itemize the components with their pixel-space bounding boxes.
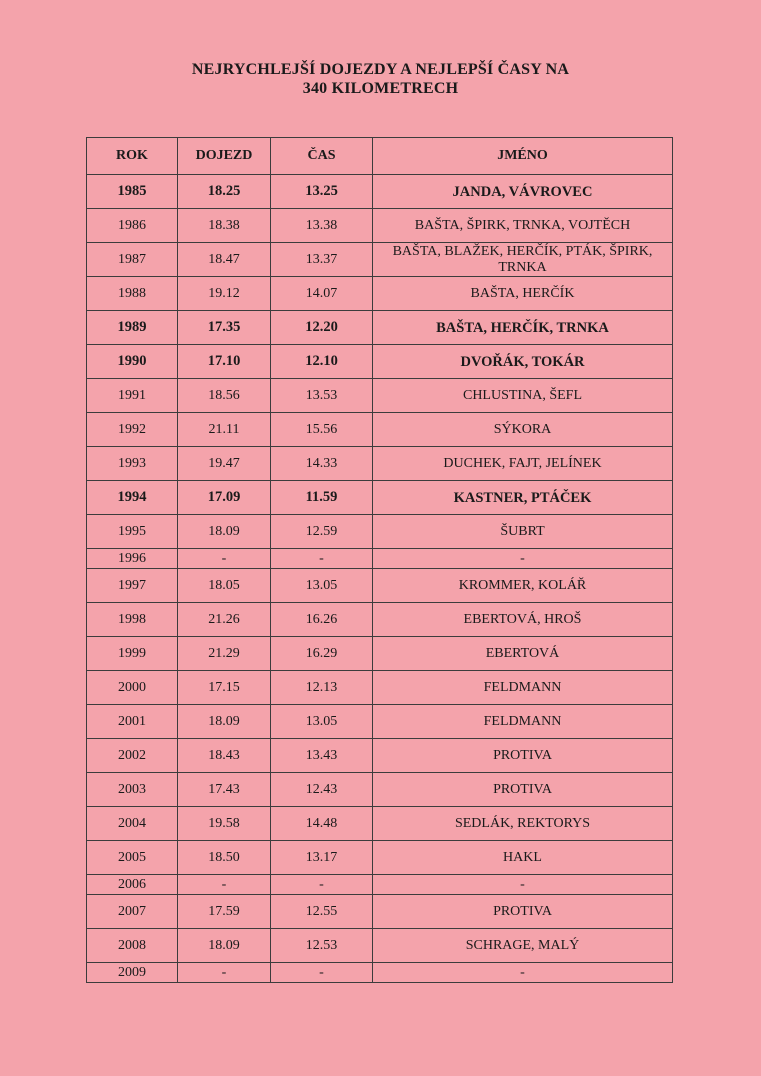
cell-arrival: 19.47 [178, 447, 271, 481]
table-row [87, 277, 673, 311]
cell-name: - [373, 963, 673, 983]
table-row [87, 569, 673, 603]
table-row [87, 243, 673, 277]
header-year: ROK [87, 138, 178, 175]
cell-name: FELDMANN [373, 705, 673, 739]
table-row [87, 637, 673, 671]
title-line-2: 340 KILOMETRECH [302, 80, 459, 97]
cell-time: 12.59 [271, 515, 373, 549]
cell-arrival: 18.50 [178, 841, 271, 875]
cell-time: 13.05 [271, 705, 373, 739]
cell-time: 12.55 [271, 895, 373, 929]
cell-time: 14.07 [271, 277, 373, 311]
cell-year: 2002 [87, 739, 178, 773]
cell-name: ŠUBRT [373, 515, 673, 549]
table-row [87, 895, 673, 929]
cell-year: 1992 [87, 413, 178, 447]
cell-year: 1997 [87, 569, 178, 603]
cell-time: - [271, 549, 373, 569]
table-row [87, 345, 673, 379]
table-row [87, 773, 673, 807]
cell-year: 1995 [87, 515, 178, 549]
cell-year: 1993 [87, 447, 178, 481]
cell-arrival: 18.09 [178, 705, 271, 739]
cell-arrival: 17.35 [178, 311, 271, 345]
cell-arrival: 17.59 [178, 895, 271, 929]
cell-time: 12.10 [271, 345, 373, 379]
cell-time: 12.43 [271, 773, 373, 807]
cell-name: BAŠTA, HERČÍK, TRNKA [373, 311, 673, 345]
results-table [86, 137, 673, 983]
cell-name: CHLUSTINA, ŠEFL [373, 379, 673, 413]
cell-year: 2000 [87, 671, 178, 705]
cell-name: SÝKORA [373, 413, 673, 447]
cell-year: 1991 [87, 379, 178, 413]
table-row [87, 209, 673, 243]
table-row [87, 841, 673, 875]
table-row [87, 671, 673, 705]
cell-year: 1987 [87, 243, 178, 277]
table-row [87, 175, 673, 209]
title-line-1: NEJRYCHLEJŠÍ DOJEZDY A NEJLEPŠÍ ČASY NA [191, 61, 570, 78]
cell-year: 1985 [87, 175, 178, 209]
cell-arrival: 18.09 [178, 515, 271, 549]
cell-time: 16.26 [271, 603, 373, 637]
cell-name: FELDMANN [373, 671, 673, 705]
cell-name: JANDA, VÁVROVEC [373, 175, 673, 209]
cell-arrival: 17.09 [178, 481, 271, 515]
cell-year: 2009 [87, 963, 178, 983]
table-row [87, 379, 673, 413]
cell-arrival: 18.09 [178, 929, 271, 963]
cell-time: - [271, 963, 373, 983]
cell-name: BAŠTA, ŠPIRK, TRNKA, VOJTĚCH [373, 209, 673, 243]
cell-year: 2007 [87, 895, 178, 929]
cell-year: 1989 [87, 311, 178, 345]
cell-arrival: 19.58 [178, 807, 271, 841]
cell-name: PROTIVA [373, 895, 673, 929]
table-row [87, 447, 673, 481]
cell-name: BAŠTA, HERČÍK [373, 277, 673, 311]
cell-name: HAKL [373, 841, 673, 875]
cell-time: 14.48 [271, 807, 373, 841]
cell-time: 11.59 [271, 481, 373, 515]
cell-year: 2003 [87, 773, 178, 807]
cell-time: 15.56 [271, 413, 373, 447]
table-row [87, 481, 673, 515]
cell-name: EBERTOVÁ [373, 637, 673, 671]
cell-time: 13.05 [271, 569, 373, 603]
cell-year: 1988 [87, 277, 178, 311]
cell-time: 13.37 [271, 243, 373, 277]
cell-name: - [373, 549, 673, 569]
cell-time: 12.53 [271, 929, 373, 963]
header-name: JMÉNO [373, 138, 673, 175]
cell-year: 1996 [87, 549, 178, 569]
cell-time: 13.38 [271, 209, 373, 243]
cell-year: 2005 [87, 841, 178, 875]
cell-name: KROMMER, KOLÁŘ [373, 569, 673, 603]
table-row [87, 515, 673, 549]
cell-time: 16.29 [271, 637, 373, 671]
table-body [87, 175, 673, 983]
cell-arrival: 17.15 [178, 671, 271, 705]
header-time: ČAS [271, 138, 373, 175]
cell-arrival: 18.05 [178, 569, 271, 603]
cell-year: 1999 [87, 637, 178, 671]
cell-arrival: - [178, 549, 271, 569]
table-row [87, 311, 673, 345]
cell-year: 1986 [87, 209, 178, 243]
cell-arrival: 18.25 [178, 175, 271, 209]
cell-arrival: 21.11 [178, 413, 271, 447]
cell-arrival: - [178, 963, 271, 983]
cell-name: SEDLÁK, REKTORYS [373, 807, 673, 841]
cell-time: 13.17 [271, 841, 373, 875]
cell-name: EBERTOVÁ, HROŠ [373, 603, 673, 637]
cell-year: 2006 [87, 875, 178, 895]
table-row [87, 603, 673, 637]
cell-time: 12.13 [271, 671, 373, 705]
page-title [0, 60, 761, 98]
table-row [87, 705, 673, 739]
cell-arrival: 19.12 [178, 277, 271, 311]
cell-arrival: 21.26 [178, 603, 271, 637]
table-row [87, 413, 673, 447]
cell-time: 14.33 [271, 447, 373, 481]
table-row [87, 739, 673, 773]
table-header-row [87, 138, 673, 175]
cell-year: 1998 [87, 603, 178, 637]
cell-year: 1990 [87, 345, 178, 379]
cell-arrival: 17.43 [178, 773, 271, 807]
cell-year: 2008 [87, 929, 178, 963]
cell-arrival: - [178, 875, 271, 895]
cell-name: PROTIVA [373, 773, 673, 807]
cell-time: - [271, 875, 373, 895]
cell-arrival: 18.38 [178, 209, 271, 243]
cell-year: 2001 [87, 705, 178, 739]
cell-name: SCHRAGE, MALÝ [373, 929, 673, 963]
table-row [87, 549, 673, 569]
cell-name: BAŠTA, BLAŽEK, HERČÍK, PTÁK, ŠPIRK, TRNKA [373, 243, 673, 277]
cell-time: 12.20 [271, 311, 373, 345]
table-row [87, 875, 673, 895]
table-row [87, 963, 673, 983]
cell-time: 13.25 [271, 175, 373, 209]
cell-arrival: 17.10 [178, 345, 271, 379]
cell-name: KASTNER, PTÁČEK [373, 481, 673, 515]
cell-arrival: 18.56 [178, 379, 271, 413]
cell-name: - [373, 875, 673, 895]
table-row [87, 807, 673, 841]
cell-arrival: 18.47 [178, 243, 271, 277]
cell-name: DUCHEK, FAJT, JELÍNEK [373, 447, 673, 481]
cell-name: DVOŘÁK, TOKÁR [373, 345, 673, 379]
cell-year: 2004 [87, 807, 178, 841]
header-arrival: DOJEZD [178, 138, 271, 175]
table-row [87, 929, 673, 963]
cell-arrival: 18.43 [178, 739, 271, 773]
cell-arrival: 21.29 [178, 637, 271, 671]
cell-time: 13.53 [271, 379, 373, 413]
cell-time: 13.43 [271, 739, 373, 773]
cell-name: PROTIVA [373, 739, 673, 773]
cell-year: 1994 [87, 481, 178, 515]
